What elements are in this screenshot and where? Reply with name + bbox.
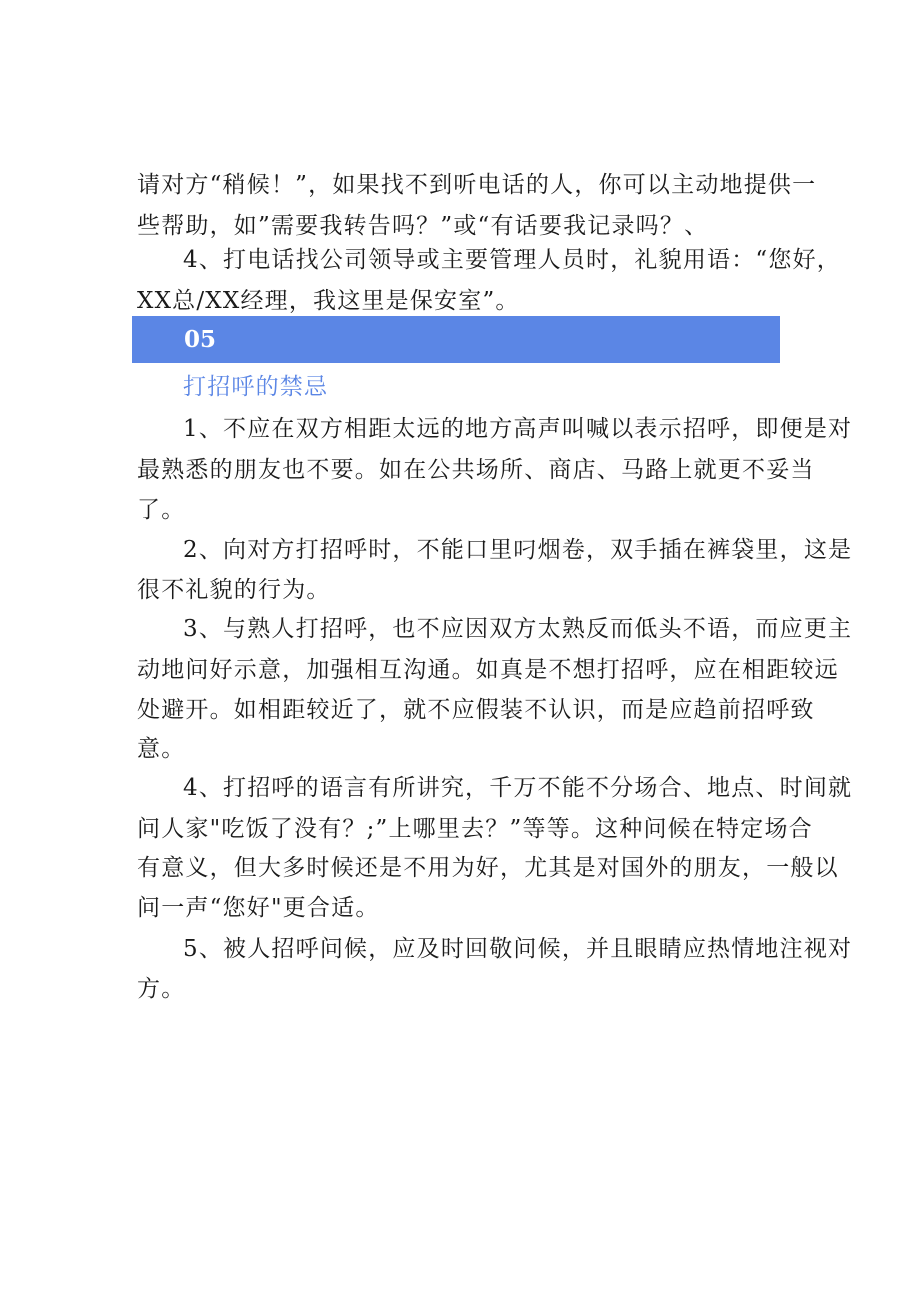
list-item-line: 意。 [137, 736, 186, 762]
paragraph-line: 4、打电话找公司领导或主要管理人员时，礼貌用语：“您好， [183, 247, 841, 273]
section-heading: 打招呼的禁忌 [183, 374, 329, 400]
section-header-bar [132, 316, 780, 363]
list-item-line: 最熟悉的朋友也不要。如在公共场所、商店、马路上就更不妥当 [137, 457, 815, 483]
list-item-line: 有意义，但大多时候还是不用为好，尤其是对国外的朋友，一般以 [137, 855, 839, 881]
list-item-line: 方。 [137, 976, 186, 1002]
list-item-line: 很不礼貌的行为。 [137, 577, 331, 603]
list-item-line: 5、被人招呼问候，应及时回敬问候，并且眼睛应热情地注视对 [183, 936, 853, 962]
list-item-line: 问人家"吃饭了没有？;”上哪里去？”等等。这种问候在特定场合 [137, 816, 813, 842]
list-item-line: 问一声“您好"更合适。 [137, 895, 380, 921]
paragraph-line: 些帮助，如”需要我转告吗？”或“有话要我记录吗？、 [137, 213, 709, 239]
list-item-line: 了。 [137, 497, 186, 523]
list-item-line: 3、与熟人打招呼，也不应因双方太熟反而低头不语，而应更主 [183, 616, 853, 642]
list-item-line: 2、向对方打招呼时，不能口里叼烟卷，双手插在裤袋里，这是 [183, 537, 853, 563]
list-item-line: 4、打招呼的语言有所讲究，千万不能不分场合、地点、时间就 [183, 775, 853, 801]
list-item-line: 动地问好示意，加强相互沟通。如真是不想打招呼，应在相距较远 [137, 657, 839, 683]
list-item-line: 1、不应在双方相距太远的地方高声叫喊以表示招呼，即便是对 [183, 416, 853, 442]
section-number: 05 [184, 326, 217, 353]
paragraph-line: 请对方“稍候！”，如果找不到听电话的人，你可以主动地提供一 [137, 172, 817, 198]
list-item-line: 处避开。如相距较近了，就不应假装不认识，而是应趋前招呼致 [137, 697, 815, 723]
paragraph-line: XX总/XX经理，我这里是保安室”。 [137, 288, 520, 314]
